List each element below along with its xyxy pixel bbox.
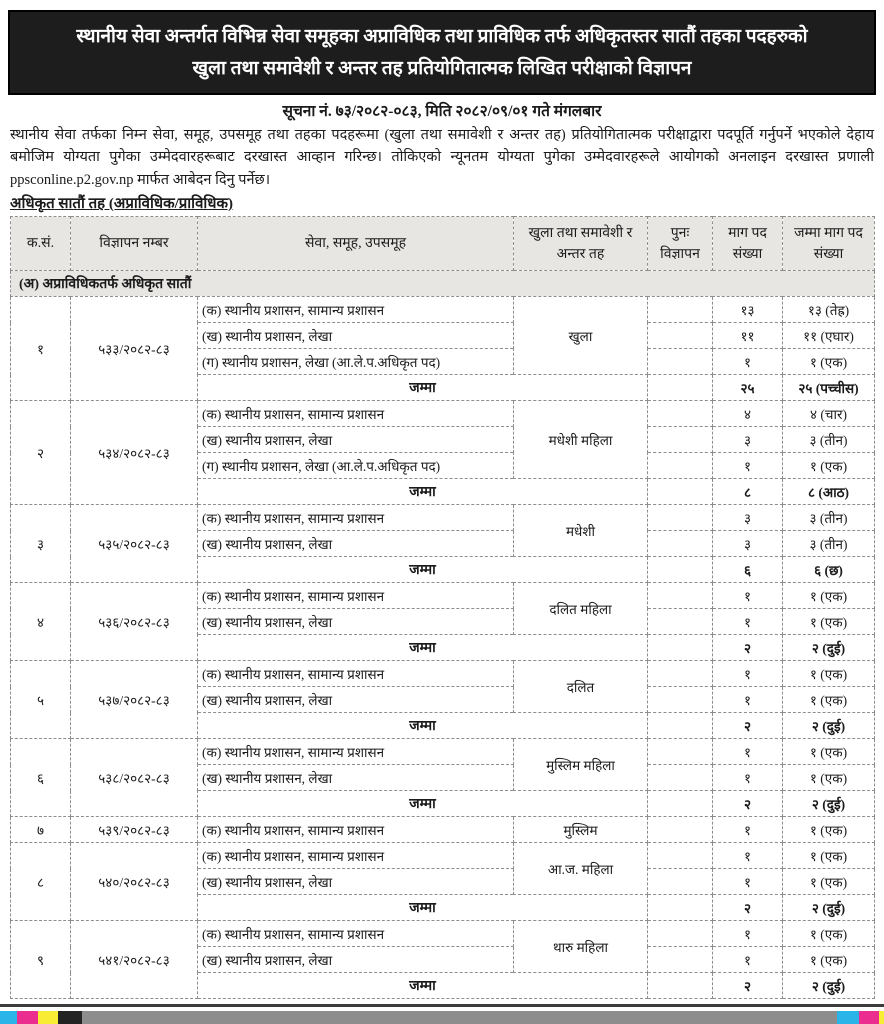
total-count-cell: ३ (तीन) [783, 505, 875, 531]
total-count-cell: ३ (तीन) [783, 427, 875, 453]
post-count-cell: १ [713, 687, 783, 713]
post-count-cell: १ [713, 739, 783, 765]
adv-no-cell: ५३६/२०८२-८३ [71, 583, 198, 661]
service-cell: (क) स्थानीय प्रशासन, सामान्य प्रशासन [198, 817, 514, 843]
post-count-cell: १ [713, 947, 783, 973]
post-count-cell: १ [713, 661, 783, 687]
post-count-cell: ४ [713, 401, 783, 427]
category-cell: खुला [514, 297, 648, 375]
service-cell: (ग) स्थानीय प्रशासन, लेखा (आ.ले.प.अधिकृत पद) [198, 453, 514, 479]
sum-row-label: जम्मा [198, 713, 648, 739]
total-count-cell: ११ (एघार) [783, 323, 875, 349]
sum-post-count-cell: ८ [713, 479, 783, 505]
readvertise-cell [648, 323, 713, 349]
readvertise-cell [648, 817, 713, 843]
notice-title-banner [8, 10, 876, 95]
sum-post-count-cell: २ [713, 635, 783, 661]
adv-no-cell: ५४०/२०८२-८३ [71, 843, 198, 921]
category-cell: दलित महिला [514, 583, 648, 635]
sn-cell: ६ [11, 739, 71, 817]
cmyk-registration-bar [0, 1011, 884, 1024]
readvertise-cell [648, 479, 713, 505]
header-sn: क.सं. [11, 217, 71, 271]
total-count-cell: १ (एक) [783, 609, 875, 635]
post-count-cell: १ [713, 609, 783, 635]
readvertise-cell [648, 427, 713, 453]
sum-post-count-cell: २ [713, 713, 783, 739]
readvertise-cell [648, 921, 713, 947]
adv-no-cell: ५३५/२०८२-८३ [71, 505, 198, 583]
magenta-swatch [859, 1011, 879, 1024]
service-cell: (ख) स्थानीय प्रशासन, लेखा [198, 427, 514, 453]
sn-cell: ७ [11, 817, 71, 843]
table-row [11, 505, 875, 531]
post-count-cell: १ [713, 843, 783, 869]
post-count-cell: १ [713, 869, 783, 895]
post-count-cell: ३ [713, 531, 783, 557]
total-count-cell: १ (एक) [783, 687, 875, 713]
sn-cell: ८ [11, 843, 71, 921]
header-category: खुला तथा समावेशी र अन्तर तह [514, 217, 648, 271]
sn-cell: २ [11, 401, 71, 505]
category-cell: दलित [514, 661, 648, 713]
category-cell: मधेशी महिला [514, 401, 648, 479]
sum-total-count-cell: २ (दुई) [783, 635, 875, 661]
readvertise-cell [648, 349, 713, 375]
total-count-cell: १ (एक) [783, 843, 875, 869]
total-count-cell: १ (एक) [783, 349, 875, 375]
service-cell: (ख) स्थानीय प्रशासन, लेखा [198, 323, 514, 349]
readvertise-cell [648, 505, 713, 531]
sn-cell: ९ [11, 921, 71, 999]
table-row [11, 739, 875, 765]
total-count-cell: ४ (चार) [783, 401, 875, 427]
service-cell: (क) स्थानीय प्रशासन, सामान्य प्रशासन [198, 583, 514, 609]
sum-post-count-cell: ६ [713, 557, 783, 583]
sum-total-count-cell: २ (दुई) [783, 973, 875, 999]
notice-number-line: सूचना नं. ७३/२०८२-०८३, मिति २०८२/०९/०१ गते मंगलबार [282, 102, 602, 120]
readvertise-cell [648, 843, 713, 869]
sum-row-label: जम्मा [198, 895, 648, 921]
readvertise-cell [648, 401, 713, 427]
post-count-cell: १ [713, 921, 783, 947]
sum-post-count-cell: २ [713, 895, 783, 921]
magenta-swatch [17, 1011, 38, 1024]
sn-cell: ३ [11, 505, 71, 583]
header-readvertise: पुनः विज्ञापन [648, 217, 713, 271]
service-cell: (क) स्थानीय प्रशासन, सामान्य प्रशासन [198, 505, 514, 531]
table-row [11, 297, 875, 323]
sn-cell: ५ [11, 661, 71, 739]
total-count-cell: १ (एक) [783, 947, 875, 973]
sum-post-count-cell: २ [713, 973, 783, 999]
readvertise-cell [648, 869, 713, 895]
header-service-group: सेवा, समूह, उपसमूह [198, 217, 514, 271]
banner-line-1: स्थानीय सेवा अन्तर्गत विभिन्न सेवा समूहका अप्राविधिक तथा प्राविधिक तर्फ अधिकृतस्तर सातौं तहका पदहरुको [76, 26, 808, 47]
table-row [11, 401, 875, 427]
readvertise-cell [648, 739, 713, 765]
post-count-cell: ११ [713, 323, 783, 349]
intro-paragraph: स्थानीय सेवा तर्फका निम्न सेवा, समूह, उपसमूह तथा तहका पदहरूमा (खुला तथा समावेशी र अन्तर तह) प्रतियोगितात्मक परीक्षाद्वारा पदपूर्ति गर्नुपर्ने भएकोले देहाय बमोजिम योग्यता पुगेका उम्मेदवारहरूबाट दरखास्त आव्हान गरिन्छ। तोकिएको न्यूनतम योग्यता पुगेका उम्मेदवारहरूले आयोगको अनलाइन दरखास्त प्रणाली ppsconline.p2.gov.np मार्फत आबेदन दिनु पर्नेछ। [10, 126, 874, 188]
sum-total-count-cell: २ (दुई) [783, 713, 875, 739]
readvertise-cell [648, 661, 713, 687]
table-row [11, 661, 875, 687]
sum-row-label: जम्मा [198, 557, 648, 583]
service-cell: (क) स्थानीय प्रशासन, सामान्य प्रशासन [198, 739, 514, 765]
sum-total-count-cell: ८ (आठ) [783, 479, 875, 505]
sum-total-count-cell: २ (दुई) [783, 895, 875, 921]
cyan-swatch [0, 1011, 17, 1024]
header-total-post-count: जम्मा माग पद संख्या [783, 217, 875, 271]
post-count-cell: ३ [713, 427, 783, 453]
print-separator-line [0, 1004, 884, 1007]
total-count-cell: १ (एक) [783, 661, 875, 687]
total-count-cell: १ (एक) [783, 817, 875, 843]
cyan-swatch [837, 1011, 859, 1024]
readvertise-cell [648, 713, 713, 739]
yellow-swatch [38, 1011, 58, 1024]
service-cell: (क) स्थानीय प्रशासन, सामान्य प्रशासन [198, 661, 514, 687]
readvertise-cell [648, 453, 713, 479]
adv-no-cell: ५४१/२०८२-८३ [71, 921, 198, 999]
service-cell: (ख) स्थानीय प्रशासन, लेखा [198, 869, 514, 895]
adv-no-cell: ५३३/२०८२-८३ [71, 297, 198, 401]
readvertise-cell [648, 375, 713, 401]
total-count-cell: १ (एक) [783, 453, 875, 479]
section-group-label: (अ) अप्राविधिकतर्फ अधिकृत सातौं [11, 271, 875, 297]
post-count-cell: ३ [713, 505, 783, 531]
sum-row-label: जम्मा [198, 479, 648, 505]
readvertise-cell [648, 583, 713, 609]
readvertise-cell [648, 531, 713, 557]
sum-total-count-cell: २ (दुई) [783, 791, 875, 817]
category-cell: मुस्लिम [514, 817, 648, 843]
post-count-cell: १३ [713, 297, 783, 323]
total-count-cell: १ (एक) [783, 739, 875, 765]
readvertise-cell [648, 765, 713, 791]
readvertise-cell [648, 895, 713, 921]
readvertise-cell [648, 297, 713, 323]
sn-cell: ४ [11, 583, 71, 661]
readvertise-cell [648, 973, 713, 999]
total-count-cell: ३ (तीन) [783, 531, 875, 557]
sum-post-count-cell: २५ [713, 375, 783, 401]
total-count-cell: १३ (तेह्र) [783, 297, 875, 323]
category-cell: आ.ज. महिला [514, 843, 648, 895]
readvertise-cell [648, 635, 713, 661]
table-row [11, 921, 875, 947]
header-adv-no: विज्ञापन नम्बर [71, 217, 198, 271]
black-swatch [58, 1011, 82, 1024]
sn-cell: १ [11, 297, 71, 401]
service-cell: (क) स्थानीय प्रशासन, सामान्य प्रशासन [198, 297, 514, 323]
category-cell: मुस्लिम महिला [514, 739, 648, 791]
service-cell: (क) स्थानीय प्रशासन, सामान्य प्रशासन [198, 401, 514, 427]
readvertise-cell [648, 609, 713, 635]
sum-row-label: जम्मा [198, 375, 648, 401]
adv-no-cell: ५३८/२०८२-८३ [71, 739, 198, 817]
total-count-cell: १ (एक) [783, 869, 875, 895]
yellow-swatch [879, 1011, 884, 1024]
banner-line-2: खुला तथा समावेशी र अन्तर तह प्रतियोगितात्मक लिखित परीक्षाको विज्ञापन [192, 58, 692, 80]
service-cell: (क) स्थानीय प्रशासन, सामान्य प्रशासन [198, 843, 514, 869]
vacancy-table [10, 216, 875, 999]
adv-no-cell: ५३९/२०८२-८३ [71, 817, 198, 843]
table-header-row [11, 217, 875, 271]
service-cell: (क) स्थानीय प्रशासन, सामान्य प्रशासन [198, 921, 514, 947]
adv-no-cell: ५३७/२०८२-८३ [71, 661, 198, 739]
gray-bar [82, 1011, 837, 1024]
readvertise-cell [648, 947, 713, 973]
service-cell: (ख) स्थानीय प्रशासन, लेखा [198, 765, 514, 791]
sum-row-label: जम्मा [198, 791, 648, 817]
header-post-count: माग पद संख्या [713, 217, 783, 271]
post-count-cell: १ [713, 765, 783, 791]
category-cell: थारु महिला [514, 921, 648, 973]
sum-total-count-cell: ६ (छ) [783, 557, 875, 583]
post-count-cell: १ [713, 817, 783, 843]
post-count-cell: १ [713, 453, 783, 479]
level-heading: अधिकृत सातौं तह (अप्राविधिक/प्राविधिक) [10, 196, 234, 212]
service-cell: (ख) स्थानीय प्रशासन, लेखा [198, 609, 514, 635]
readvertise-cell [648, 557, 713, 583]
service-cell: (ख) स्थानीय प्रशासन, लेखा [198, 687, 514, 713]
service-cell: (ख) स्थानीय प्रशासन, लेखा [198, 947, 514, 973]
adv-no-cell: ५३४/२०८२-८३ [71, 401, 198, 505]
category-cell: मधेशी [514, 505, 648, 557]
total-count-cell: १ (एक) [783, 921, 875, 947]
section-group-row [11, 271, 875, 297]
sum-row-label: जम्मा [198, 973, 648, 999]
sum-post-count-cell: २ [713, 791, 783, 817]
table-row [11, 817, 875, 843]
total-count-cell: १ (एक) [783, 583, 875, 609]
table-row [11, 843, 875, 869]
readvertise-cell [648, 687, 713, 713]
total-count-cell: १ (एक) [783, 765, 875, 791]
table-row [11, 583, 875, 609]
post-count-cell: १ [713, 583, 783, 609]
sum-row-label: जम्मा [198, 635, 648, 661]
post-count-cell: १ [713, 349, 783, 375]
service-cell: (ख) स्थानीय प्रशासन, लेखा [198, 531, 514, 557]
readvertise-cell [648, 791, 713, 817]
service-cell: (ग) स्थानीय प्रशासन, लेखा (आ.ले.प.अधिकृत पद) [198, 349, 514, 375]
sum-total-count-cell: २५ (पच्चीस) [783, 375, 875, 401]
